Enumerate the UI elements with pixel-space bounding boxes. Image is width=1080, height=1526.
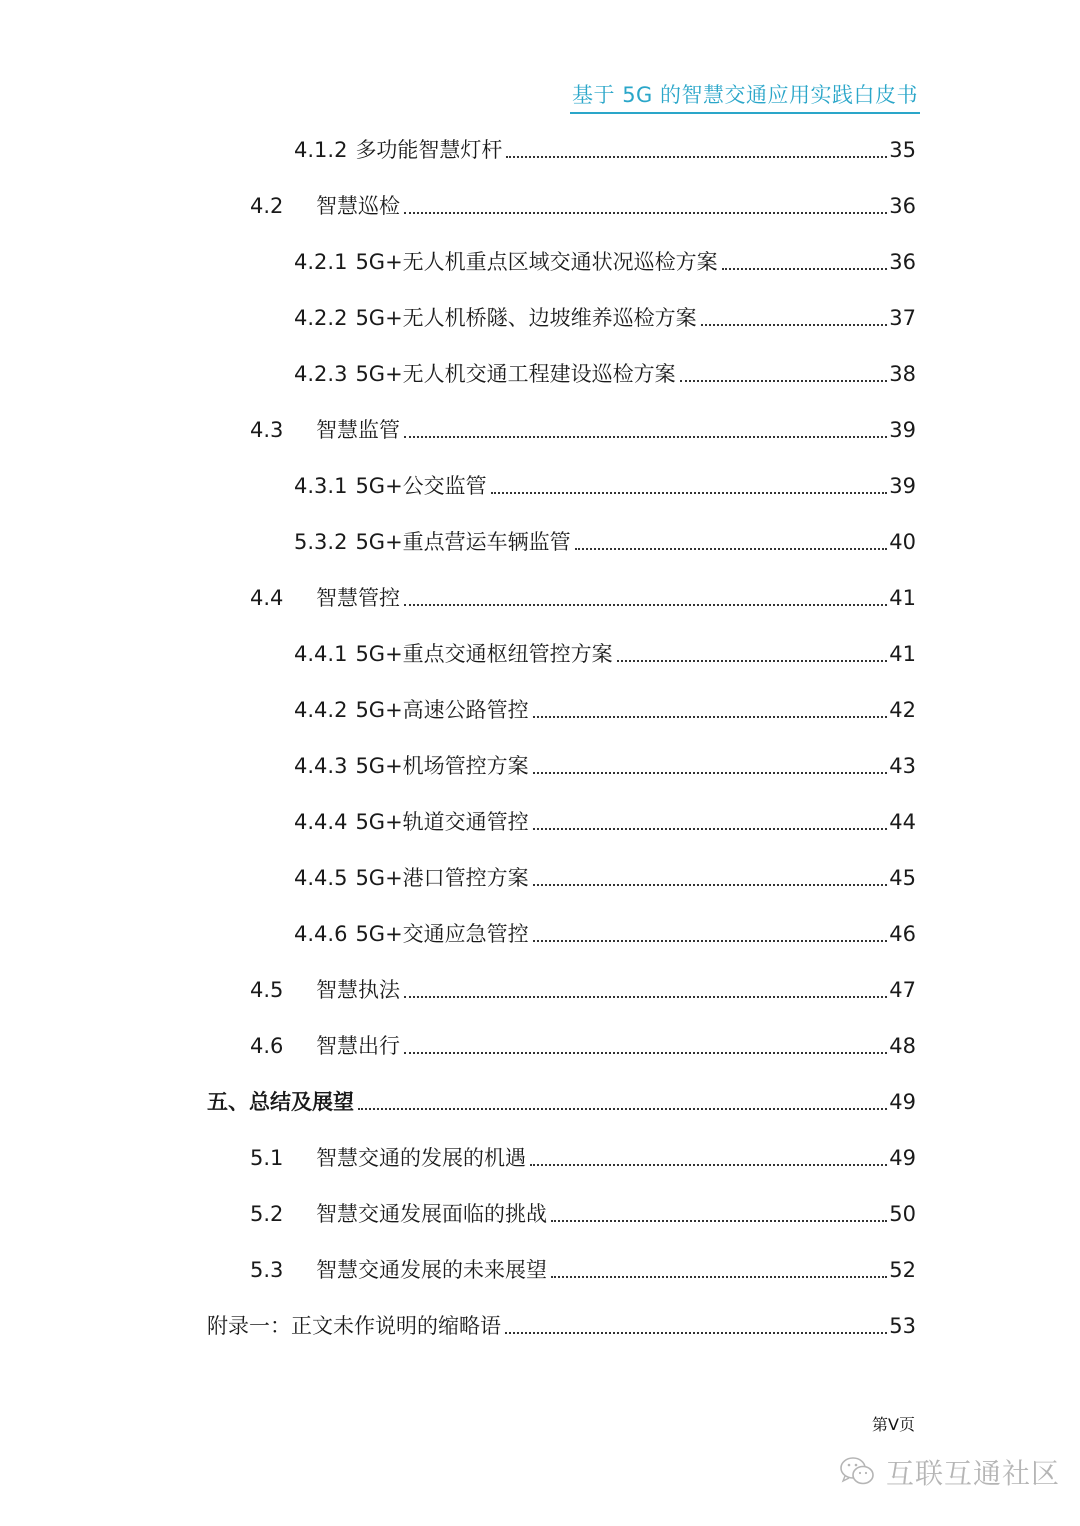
toc-entry-title: 附录一：正文未作说明的缩略语 (207, 1314, 501, 1338)
toc-entry-page: 41 (889, 586, 916, 610)
toc-entry[interactable] (250, 1130, 916, 1186)
toc-entry-title: 5G+交通应急管控 (355, 922, 529, 946)
toc-entry-number: 5.3.2 (294, 530, 348, 554)
toc-entry-page: 46 (889, 922, 916, 946)
dot-leader (533, 772, 888, 774)
toc-entry-page: 47 (889, 978, 916, 1002)
toc-entry-title: 5G+无人机重点区域交通状况巡检方案 (355, 250, 718, 274)
watermark (838, 1452, 1060, 1492)
toc-entry-title: 5G+港口管控方案 (355, 866, 529, 890)
dot-leader (505, 1332, 887, 1334)
toc-entry-number: 4.2 (250, 194, 284, 218)
toc-entry-number: 4.4 (250, 586, 284, 610)
toc-entry-title: 5G+重点营运车辆监管 (355, 530, 571, 554)
toc-entry-number: 4.4.4 (294, 810, 348, 834)
toc-entry-page: 53 (889, 1314, 916, 1338)
toc-entry-page: 39 (889, 418, 916, 442)
toc-entry-title: 五、总结及展望 (207, 1090, 354, 1114)
toc-entry-page: 36 (889, 250, 916, 274)
toc-entry-page: 50 (889, 1202, 916, 1226)
toc-entry-page: 49 (889, 1146, 916, 1170)
dot-leader (617, 660, 888, 662)
toc-entry-page: 40 (889, 530, 916, 554)
wechat-icon (838, 1455, 878, 1489)
dot-leader (575, 548, 888, 550)
dot-leader (530, 1164, 887, 1166)
toc-entry-number: 5.2 (250, 1202, 284, 1226)
toc-entry-title: 5G+无人机交通工程建设巡检方案 (355, 362, 676, 386)
toc-entry[interactable] (294, 346, 916, 402)
toc-entry-number: 4.4.2 (294, 698, 348, 722)
page-number: 第V页 (872, 1415, 915, 1434)
toc-entry-title: 智慧监管 (316, 418, 400, 442)
toc-entry-title: 智慧交通发展的未来展望 (316, 1258, 547, 1282)
toc-entry-title: 5G+重点交通枢纽管控方案 (355, 642, 613, 666)
toc-entry-title: 5G+高速公路管控 (355, 698, 529, 722)
toc-entry[interactable] (294, 290, 916, 346)
toc-entry-title: 多功能智慧灯杆 (355, 138, 503, 162)
dot-leader (701, 324, 888, 326)
dot-leader (722, 268, 888, 270)
dot-leader (404, 996, 887, 998)
toc-entry-page: 43 (889, 754, 916, 778)
toc-entry-number: 5.1 (250, 1146, 284, 1170)
toc-entry-page: 48 (889, 1034, 916, 1058)
dot-leader (506, 156, 887, 158)
toc-entry[interactable] (250, 570, 916, 626)
toc-entry[interactable] (250, 1242, 916, 1298)
dot-leader (404, 1052, 887, 1054)
dot-leader (533, 884, 888, 886)
toc-entry-page: 49 (889, 1090, 916, 1114)
document-title: 基于 5G 的智慧交通应用实践白皮书 (572, 83, 918, 107)
toc-entry-number: 4.4.6 (294, 922, 348, 946)
toc-entry[interactable] (250, 178, 916, 234)
toc-entry-number: 4.3 (250, 418, 284, 442)
toc-entry-appendix[interactable] (207, 1298, 916, 1354)
toc-entry-number: 4.4.1 (294, 642, 348, 666)
dot-leader (551, 1220, 887, 1222)
toc-entry-number: 4.5 (250, 978, 284, 1002)
toc-entry[interactable] (250, 1186, 916, 1242)
toc-entry[interactable] (294, 458, 916, 514)
dot-leader (404, 436, 887, 438)
toc-entry-number: 4.4.3 (294, 754, 348, 778)
toc-entry-title: 5G+机场管控方案 (355, 754, 529, 778)
toc-entry-page: 38 (889, 362, 916, 386)
toc-entry-title: 智慧交通的发展的机遇 (316, 1146, 526, 1170)
toc-entry-page: 39 (889, 474, 916, 498)
toc-entry-number: 4.3.1 (294, 474, 348, 498)
toc-entry[interactable] (250, 962, 916, 1018)
toc-entry-number: 4.2.1 (294, 250, 348, 274)
dot-leader (533, 716, 888, 718)
header-rule (570, 112, 920, 114)
dot-leader (491, 492, 888, 494)
toc-entry[interactable] (250, 402, 916, 458)
toc-entry-number: 4.6 (250, 1034, 284, 1058)
toc-entry-number: 5.3 (250, 1258, 284, 1282)
toc-entry-page: 42 (889, 698, 916, 722)
toc-entry[interactable] (294, 682, 916, 738)
dot-leader (404, 212, 887, 214)
toc-entry[interactable] (294, 906, 916, 962)
dot-leader (404, 604, 887, 606)
dot-leader (533, 940, 888, 942)
toc-entry-page: 52 (889, 1258, 916, 1282)
toc-entry[interactable] (294, 794, 916, 850)
toc-entry-title: 5G+轨道交通管控 (355, 810, 529, 834)
toc-entry-page: 35 (889, 138, 916, 162)
toc-entry[interactable] (294, 626, 916, 682)
toc-entry-title: 5G+无人机桥隧、边坡维养巡检方案 (355, 306, 697, 330)
dot-leader (551, 1276, 887, 1278)
running-header (570, 80, 920, 114)
toc-entry[interactable] (294, 850, 916, 906)
toc-entry-number: 4.2.3 (294, 362, 348, 386)
toc-entry-number: 4.2.2 (294, 306, 348, 330)
watermark-text: 互联互通社区 (886, 1457, 1061, 1490)
toc-entry-page: 37 (889, 306, 916, 330)
toc-entry-page: 44 (889, 810, 916, 834)
toc-entry-title: 智慧管控 (316, 586, 400, 610)
toc-entry[interactable] (250, 1018, 916, 1074)
dot-leader (533, 828, 888, 830)
toc-entry-title: 智慧出行 (316, 1034, 400, 1058)
toc-entry-title: 智慧交通发展面临的挑战 (316, 1202, 547, 1226)
toc-entry[interactable] (294, 514, 916, 570)
toc-entry-page: 36 (889, 194, 916, 218)
toc-entry-number: 4.1.2 (294, 138, 348, 162)
toc-entry-page: 45 (889, 866, 916, 890)
toc-entry-title: 智慧巡检 (316, 194, 400, 218)
toc-entry-number: 4.4.5 (294, 866, 348, 890)
dot-leader (680, 380, 888, 382)
toc-entry-chapter[interactable] (207, 1074, 916, 1130)
dot-leader (358, 1108, 887, 1110)
toc-entry[interactable] (294, 234, 916, 290)
toc-entry-title: 智慧执法 (316, 978, 400, 1002)
toc-entry[interactable] (294, 738, 916, 794)
toc-entry[interactable] (294, 122, 916, 178)
toc-entry-page: 41 (889, 642, 916, 666)
toc-entry-title: 5G+公交监管 (355, 474, 487, 498)
